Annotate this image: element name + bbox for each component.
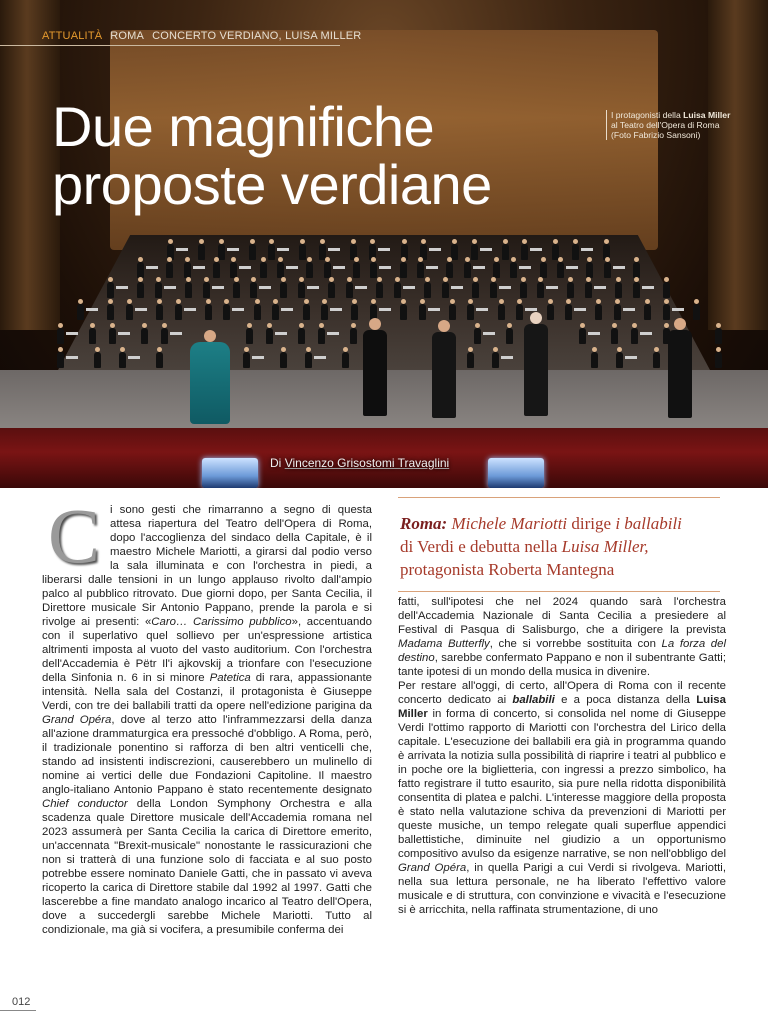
orchestra-musician (126, 304, 133, 320)
music-stand (379, 266, 391, 269)
music-stand (476, 308, 488, 311)
orchestra-musician (400, 262, 407, 278)
orchestra-musician (254, 304, 261, 320)
music-stand (640, 332, 652, 335)
theatre-column-right (708, 0, 768, 330)
music-stand (146, 266, 158, 269)
orchestra-musician (306, 262, 313, 278)
text-run-italic: Caro… Carissimo pubblico (151, 616, 292, 628)
music-stand (525, 308, 537, 311)
orchestra-musician (57, 352, 64, 368)
orchestra-musician (109, 328, 116, 344)
orchestra-musician (400, 304, 407, 320)
orchestra-musician (277, 262, 284, 278)
music-stand (378, 248, 390, 251)
music-stand (429, 248, 441, 251)
orchestra-musician (370, 262, 377, 278)
orchestra-musician (616, 352, 623, 368)
orchestra-musician (520, 282, 527, 298)
music-stand (86, 308, 98, 311)
orchestra-musician (472, 282, 479, 298)
text-run: fatti, sull'ipotesi che nel 2024 quando sarà l'orchestra dell'Accademia Nazionale di Santa Cecilia a presiedere al Festival di Pasqua di Salisburgo, che a dirigere la prevista (398, 596, 726, 636)
orchestra-musician (268, 244, 275, 260)
music-stand (519, 266, 531, 269)
soloist-mezzo (432, 320, 456, 418)
orchestra-musician (305, 352, 312, 368)
orchestra-musician (303, 304, 310, 320)
orchestra-musician (631, 328, 638, 344)
text-run: », accentuando con il superlativo quel sollievo per un'espressione artistica altrimenti imposta al vuoto del vasto auditorium. Con l'orchestra dell'Accademia è Pëtr Il'i ajkovskij a trionfare con l'esecuzione della Sinfonia n. 6 in si minore (42, 616, 373, 684)
orchestra-musician (502, 244, 509, 260)
orchestra-musician (572, 244, 579, 260)
pull-quote (398, 497, 720, 592)
music-stand (176, 248, 188, 251)
orchestra-musician (57, 328, 64, 344)
music-stand (672, 308, 684, 311)
orchestra-musician (537, 282, 544, 298)
pullquote-text-upright: di Verdi e debutta nella (400, 537, 558, 556)
orchestra-musician (451, 244, 458, 260)
orchestra-musician (510, 262, 517, 278)
byline (270, 456, 449, 470)
orchestra-musician (471, 244, 478, 260)
soloist-soprano (190, 330, 230, 424)
music-stand (184, 308, 196, 311)
orchestra-musician (417, 262, 424, 278)
text-run: , in quella Parigi a cui Verdi si rivolgeva. Mariotti, nella sua lettura personale, ne ha liberato l'effettivo valore musicale e di struttura, con convinzione e vivacità e l'esecuzione si è arricchita, nella raffinata strumentazione, di uno (398, 862, 726, 916)
byline-author: Vincenzo Grisostomi Travaglini (284, 456, 450, 470)
orchestra-musician (498, 304, 505, 320)
orchestra-musician (449, 304, 456, 320)
music-stand (286, 266, 298, 269)
music-stand (170, 332, 182, 335)
soloist-tenor (524, 312, 548, 416)
music-stand (66, 356, 78, 359)
music-stand (275, 332, 287, 335)
orchestra-musician (156, 352, 163, 368)
breadcrumb-item-city: ROMA (110, 30, 145, 42)
orchestra-musician (324, 262, 331, 278)
music-stand (259, 286, 271, 289)
music-stand (328, 248, 340, 251)
music-stand (501, 356, 513, 359)
text-run: , che si vorrebbe sostituita con (489, 638, 662, 650)
orchestra-musician (351, 304, 358, 320)
orchestra-musician (663, 282, 670, 298)
orchestra-musician (474, 328, 481, 344)
orchestra-musician (249, 244, 256, 260)
music-stand (499, 286, 511, 289)
orchestra-musician (591, 352, 598, 368)
orchestra-musician (595, 304, 602, 320)
text-run: in forma di concerto, si consolida nel nome di Giuseppe Verdi l'ottimo rapporto di Mariotti con l'orchestra del Lirico della capitale. L'esecuzione dei ballabili era già in programma quando è arrivata la notizia sulla possibilità di riaprire i teatri al pubblico e in poche ore la biglietteria, con ingressi a prezzo simbolico, ha fatto registrare il tutto esaurito, sia pure nella ridotta disponibilità consentita di platea e palchi. L'interesse maggiore della proposta è stato nella valutazione schiva da prevenzioni di Mariotti per queste musiche, un tempo relegate quali superflue appendici ballettistiche, diminuite nel giudizio a un opportunismo compositivo avulso da esigenze narrative, se non nell'obbligo del (398, 708, 726, 860)
music-stand (252, 356, 264, 359)
text-run-italic: La forza del destino (398, 638, 726, 664)
music-stand (239, 266, 251, 269)
stage-monitor-left (202, 458, 258, 488)
orchestra-musician (185, 282, 192, 298)
caption-text: I protagonisti della (611, 110, 684, 120)
orchestra-musician (266, 328, 273, 344)
text-run-bold: Luisa Miller (398, 694, 726, 720)
orchestra-musician (161, 328, 168, 344)
text-run-bold-italic: ballabili (512, 694, 555, 706)
text-run-italic: Patetica (209, 672, 251, 684)
music-stand (473, 266, 485, 269)
music-stand (193, 266, 205, 269)
music-stand (483, 332, 495, 335)
text-run: della London Symphony Orchestra e alla scadenza quale Direttore musicale dell'Accademia romana nel 2023 assumerà per Santa Cecilia la carica di Direttore emerito, un'accennata "Brexit-musicale" nonostante le rassicurazioni che non si tratterà di una funzione solo di facciata e al suo posto potrebbe essere nominato Daniele Gatti, che in passato vi aveva ricoperto la carica di Direttore stabile dal 1992 al 1997. Gatti che lascerebbe a fine mandato analogo incarico al Teatro dell'Opera, dove a succedergli sarebbe Michele Mariotti. Tutto al condizionale, ma già si vocifera, a presumibile conferma dei (42, 798, 373, 936)
orchestra-musician (633, 262, 640, 278)
music-stand (546, 286, 558, 289)
music-stand (118, 332, 130, 335)
music-stand (135, 308, 147, 311)
article-column-right (398, 595, 726, 917)
music-stand (116, 286, 128, 289)
orchestra-musician (243, 352, 250, 368)
article-paragraph (42, 492, 373, 937)
orchestra-musician (137, 282, 144, 298)
orchestra-musician (321, 304, 328, 320)
music-stand (451, 286, 463, 289)
orchestra-musician (376, 282, 383, 298)
orchestra-musician (156, 304, 163, 320)
orchestra-musician (567, 282, 574, 298)
theatre-column-left (0, 0, 60, 330)
orchestra-musician (615, 282, 622, 298)
conductor (363, 318, 387, 416)
orchestra-musician (715, 352, 722, 368)
orchestra-musician (246, 328, 253, 344)
music-stand (642, 286, 654, 289)
page-number-rule (0, 1010, 36, 1011)
hero-photo (0, 0, 768, 488)
rubric-label: ATTUALITÀ (42, 30, 103, 42)
orchestra-musician (155, 282, 162, 298)
orchestra-musician (205, 304, 212, 320)
orchestra-musician (299, 244, 306, 260)
orchestra-musician (280, 352, 287, 368)
headline-line-1: Due magnifiche (52, 95, 435, 158)
article-paragraph (398, 595, 726, 679)
pullquote-text-upright: protagonista Roberta Mantegna (400, 560, 615, 579)
orchestra-musician (94, 352, 101, 368)
orchestra-musician (77, 304, 84, 320)
orchestra-musician (715, 328, 722, 344)
music-stand (379, 308, 391, 311)
orchestra-musician (141, 328, 148, 344)
orchestra-musician (175, 304, 182, 320)
orchestra-musician (493, 262, 500, 278)
text-run-italic: Grand Opéra (42, 714, 112, 726)
orchestra-musician (633, 282, 640, 298)
music-stand (613, 266, 625, 269)
music-stand (277, 248, 289, 251)
orchestra-musician (540, 262, 547, 278)
music-stand (530, 248, 542, 251)
orchestra-musician (89, 328, 96, 344)
text-run: Per restare all'oggi, di certo, all'Opera di Roma con il recente concerto dedicato ai (398, 680, 726, 706)
text-run: e a poca distanza della (554, 694, 697, 706)
music-stand (66, 332, 78, 335)
orchestra-musician (318, 328, 325, 344)
drop-cap: C (48, 492, 101, 579)
breadcrumb (42, 30, 361, 42)
orchestra-musician (653, 352, 660, 368)
orchestra-musician (203, 282, 210, 298)
music-stand (574, 308, 586, 311)
breadcrumb-rule (0, 45, 340, 46)
orchestra-musician (350, 328, 357, 344)
orchestra-musician (419, 304, 426, 320)
music-stand (588, 332, 600, 335)
orchestra-musician (346, 282, 353, 298)
music-stand (327, 332, 339, 335)
orchestra-musician (137, 262, 144, 278)
orchestra-musician (693, 304, 700, 320)
orchestra-musician (250, 282, 257, 298)
music-stand (625, 356, 637, 359)
orchestra-musician (586, 262, 593, 278)
orchestra-musician (107, 282, 114, 298)
music-stand (164, 286, 176, 289)
text-run: , dove al terzo atto l'inframmezzarsi della danza all'azione drammaturgica era pressoché d'obbligo. A Roma, però, il tradizionale ponentino si rafforza di ben altri venticelli che, stando ad insistenti indiscrezioni, causerebbero un mulinello di nomine ai vertici delle due Fondazioni Capitoline. Il maestro anglo-italiano Antonio Pappano è stato recentemente designato (42, 714, 373, 796)
orchestra-musician (490, 282, 497, 298)
headline-line-2: proposte verdiane (52, 153, 492, 216)
orchestra-musician (342, 352, 349, 368)
orchestra-musician (272, 304, 279, 320)
music-stand (281, 308, 293, 311)
orchestra-musician (394, 282, 401, 298)
soloist-baritone (668, 318, 692, 418)
text-run-italic: Grand Opéra (398, 862, 467, 874)
music-stand (480, 248, 492, 251)
orchestra-musician (223, 304, 230, 320)
article-paragraph (398, 679, 726, 917)
orchestra-musician (166, 262, 173, 278)
pullquote-lead: Roma: (400, 514, 448, 533)
pullquote-text: Luisa Miller, (561, 537, 649, 556)
orchestra-musician (328, 282, 335, 298)
orchestra-musician (213, 262, 220, 278)
music-stand (428, 308, 440, 311)
orchestra-musician (467, 304, 474, 320)
music-stand (403, 286, 415, 289)
music-stand (314, 356, 326, 359)
music-stand (355, 286, 367, 289)
article-column-left (42, 492, 373, 937)
text-run-italic: Chief conductor (42, 798, 128, 810)
orchestra-musician (424, 282, 431, 298)
music-stand (330, 308, 342, 311)
music-stand (594, 286, 606, 289)
orchestra-musician (107, 304, 114, 320)
music-stand (128, 356, 140, 359)
orchestra-musician (464, 262, 471, 278)
orchestra-musician (467, 352, 474, 368)
orchestra-musician (230, 262, 237, 278)
orchestra-musician (585, 282, 592, 298)
orchestra-musician (521, 244, 528, 260)
photo-caption (606, 110, 736, 140)
page-title (52, 95, 612, 216)
music-stand (426, 266, 438, 269)
music-stand (212, 286, 224, 289)
orchestra-musician (119, 352, 126, 368)
text-run: di rara, appassionante intensità. Nella sala del Costanzi, il protagonista è Giuseppe Verdi, con tre dei ballabili tratti da opere nell'edizione parigina da (42, 672, 372, 712)
breadcrumb-item-topic: CONCERTO VERDIANO, LUISA MILLER (152, 30, 362, 42)
orchestra-musician (184, 262, 191, 278)
stage-monitor-right (488, 458, 544, 488)
text-run-italic: Madama Butterfly (398, 638, 490, 650)
pullquote-text-upright: dirige (571, 514, 612, 533)
pullquote-text: i ballabili (615, 514, 682, 533)
orchestra-musician (516, 304, 523, 320)
text-run: , sarebbe confermato Pappano e non il subentrante Gatti; tante ipotesi di un mondo della musica in divenire. (398, 652, 726, 678)
orchestra-musician (611, 328, 618, 344)
orchestra-musician (446, 262, 453, 278)
pullquote-text: Michele Mariotti (451, 514, 568, 533)
orchestra-musician (298, 328, 305, 344)
orchestra-musician (442, 282, 449, 298)
orchestra-musician (565, 304, 572, 320)
music-stand (581, 248, 593, 251)
music-stand (307, 286, 319, 289)
orchestra-musician (579, 328, 586, 344)
orchestra-musician (280, 282, 287, 298)
orchestra-musician (260, 262, 267, 278)
orchestra-musician (604, 262, 611, 278)
orchestra-musician (557, 262, 564, 278)
music-stand (623, 308, 635, 311)
caption-text-2: al Teatro dell'Opera di Roma (Foto Fabrizio Sansoni) (611, 120, 720, 140)
orchestra-musician (233, 282, 240, 298)
music-stand (232, 308, 244, 311)
text-run: i sono gesti che rimarranno a segno di questa attesa riapertura del Teatro dell'Opera di Roma, dopo l'accoglienza del sindaco della Capitale, è il maestro Michele Mariotti, a girarsi dal podio verso la sala illuminata e con l'orchestra in piedi, a liberarsi dalle tensioni in un lungo applauso rivolto dall'ampio palco al pubblico ritrovato. Due giorni dopo, per Santa Cecilia, il Direttore musicale Sir Antonio Pappano, prende la parola e si rivolge ai presenti: « (42, 504, 372, 628)
page-number: 012 (12, 996, 31, 1008)
music-stand (566, 266, 578, 269)
music-stand (227, 248, 239, 251)
music-stand (333, 266, 345, 269)
orchestra-musician (644, 304, 651, 320)
orchestra-musician (492, 352, 499, 368)
orchestra-musician (614, 304, 621, 320)
orchestra-musician (506, 328, 513, 344)
caption-bold: Luisa Miller (683, 110, 731, 120)
orchestra-musician (298, 282, 305, 298)
orchestra-musician (353, 262, 360, 278)
orchestra-musician (198, 244, 205, 260)
byline-prefix: Di (270, 456, 282, 470)
